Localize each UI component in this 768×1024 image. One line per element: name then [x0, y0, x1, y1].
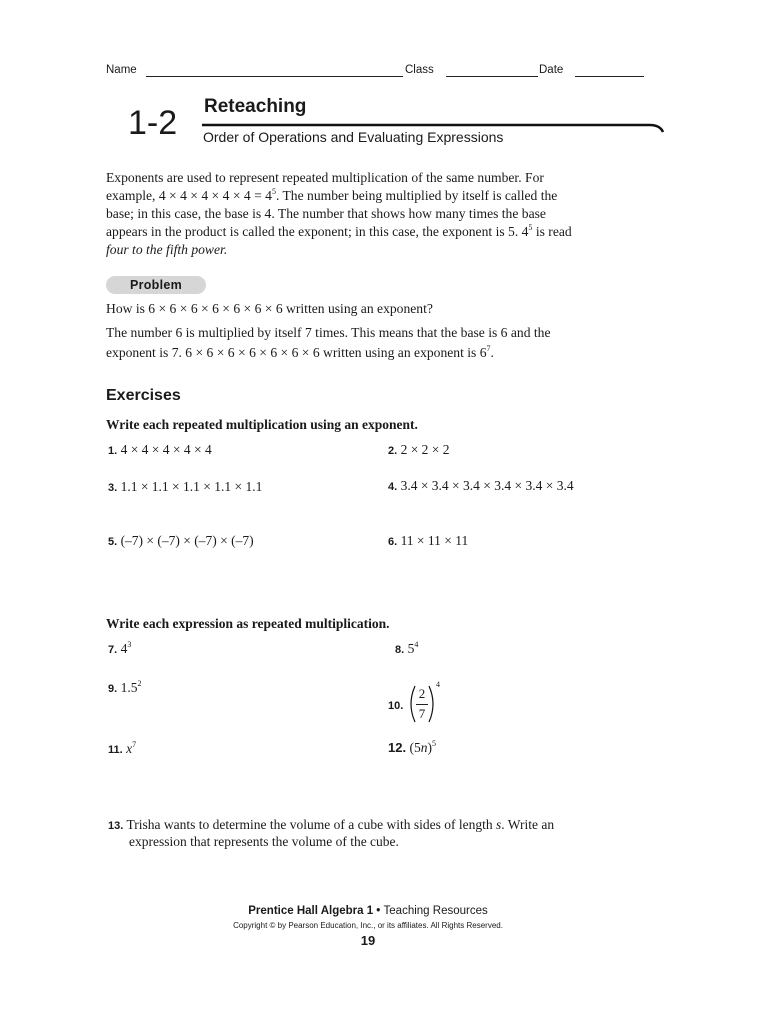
footer-book: Prentice Hall Algebra 1 • Teaching Resources — [248, 905, 488, 917]
intro-line-3: base; in this case, the base is 4. The number that shows how many times the base — [106, 206, 546, 221]
exercise-13-line-1: 13. Trisha wants to determine the volume of a cube with sides of length s. Write an — [108, 817, 555, 832]
date-label: Date — [539, 64, 564, 76]
footer-copyright: Copyright © by Pearson Education, Inc., or its affiliates. All Rights Reserved. — [233, 921, 503, 930]
exercise-9: 9. $1.5^2$ — [108, 679, 142, 695]
name-line — [146, 76, 403, 77]
exercise-1: 1. 4 × 4 × 4 × 4 × 4 — [108, 442, 212, 457]
problem-question: How is 6 × 6 × 6 × 6 × 6 × 6 × 6 written using an exponent? — [106, 301, 433, 316]
exercise-13-line-2: expression that represents the volume of the cube. — [129, 834, 399, 849]
class-label: Class — [405, 64, 434, 76]
exercise-10-fraction — [409, 684, 435, 724]
instruction-2: Write each expression as repeated multiplication. — [106, 616, 390, 631]
lesson-number: 1-2 — [128, 104, 178, 142]
intro-line-1: Exponents are used to represent repeated multiplication of the same number. For — [106, 170, 544, 185]
problem-answer-2: exponent is 7. 6 × 6 × 6 × 6 × 6 × 6 × 6 written using an exponent is $6^7$. — [106, 344, 494, 360]
intro-line-5: four to the fifth power. — [106, 242, 228, 257]
page-number: 19 — [360, 933, 376, 948]
problem-answer-1: The number 6 is multiplied by itself 7 times. This means that the base is 6 and the — [106, 325, 551, 340]
lesson-type: Reteaching — [204, 96, 307, 117]
intro-line-4: appears in the product is called the exponent; in this case, the exponent is 5. $4^5$ is read — [106, 223, 572, 239]
fraction-bar — [416, 704, 428, 705]
exercise-6: 6. 11 × 11 × 11 — [388, 533, 469, 548]
fraction-numerator: 2 — [418, 686, 426, 701]
exercise-11: 11. $x^7$ — [108, 740, 137, 756]
exercise-2: 2. 2 × 2 × 2 — [388, 442, 450, 457]
exercise-4: 4. 3.4 × 3.4 × 3.4 × 3.4 × 3.4 × 3.4 — [388, 478, 574, 493]
exercises-heading: Exercises — [106, 387, 181, 404]
exercise-7: 7. $4^3$ — [108, 640, 132, 656]
exercise-10-number: 10. — [388, 700, 404, 712]
exercise-3: 3. 1.1 × 1.1 × 1.1 × 1.1 × 1.1 — [108, 479, 263, 494]
problem-badge: Problem — [106, 276, 206, 294]
instruction-1: Write each repeated multiplication using an exponent. — [106, 417, 418, 432]
exercise-12: 12. $(5n)^5$ — [388, 739, 436, 755]
exercise-8: 8. $5^4$ — [395, 640, 419, 656]
date-line — [575, 76, 644, 77]
name-label: Name — [106, 64, 137, 76]
exercise-5: 5. (–7) × (–7) × (–7) × (–7) — [108, 533, 254, 548]
fraction-denominator: 7 — [418, 706, 426, 721]
class-line — [446, 76, 538, 77]
exercise-10-exponent: 4 — [436, 680, 440, 689]
lesson-subtitle: Order of Operations and Evaluating Expressions — [203, 129, 504, 145]
intro-line-2: example, $4 \times 4 \times 4 \times 4 \times 4 = 4^5$. The number being multiplied by itself is called the — [106, 187, 558, 203]
